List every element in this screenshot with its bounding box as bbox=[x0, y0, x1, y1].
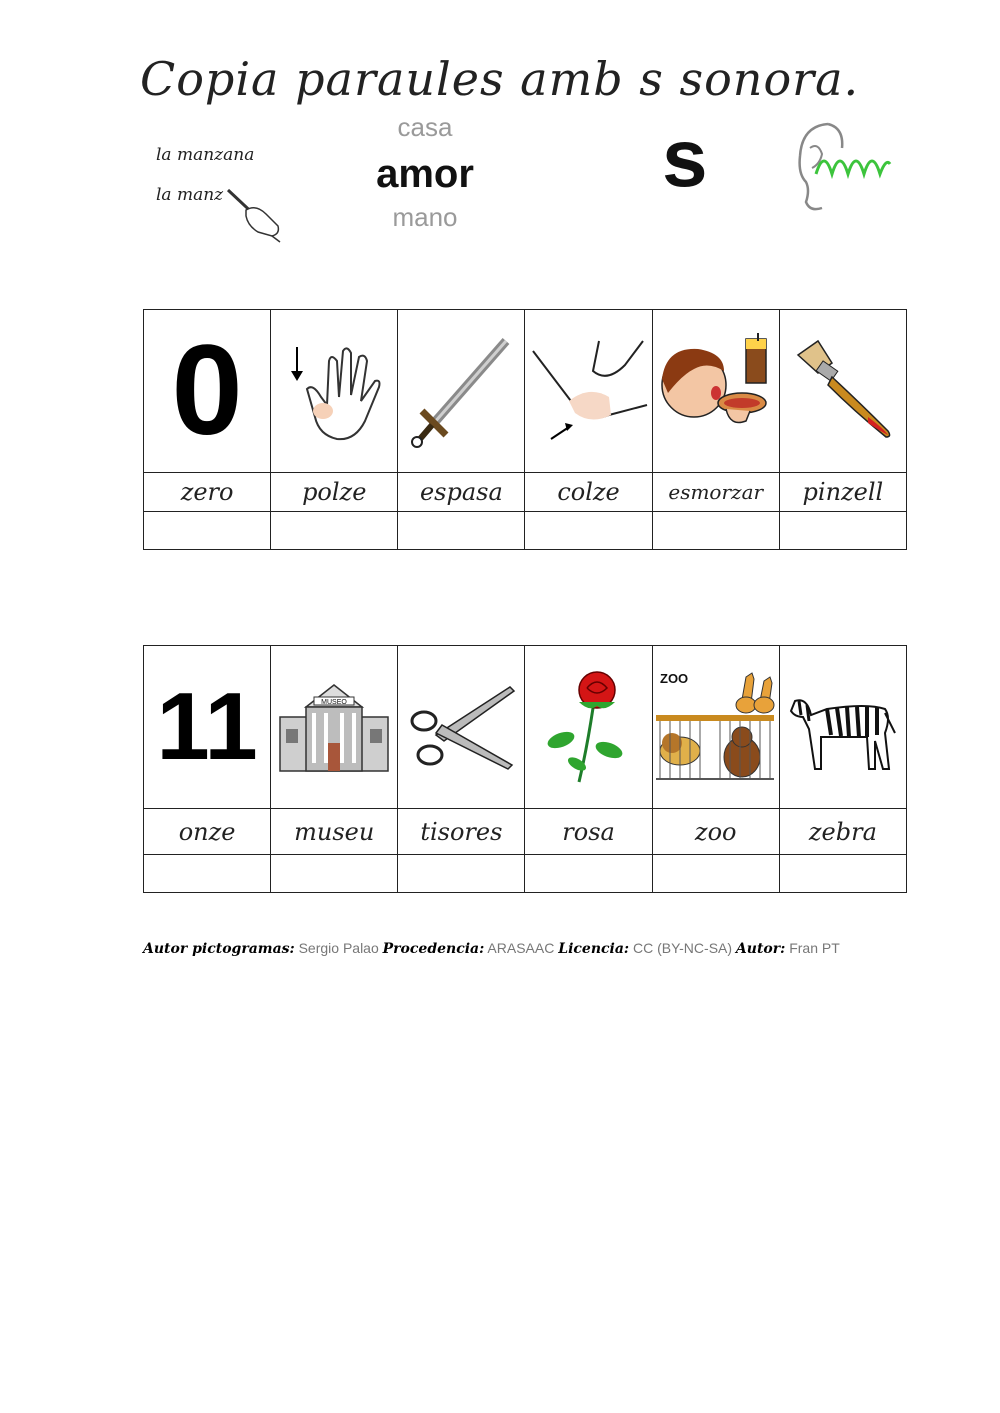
museum-sign-text: MUSEO bbox=[321, 699, 348, 706]
answer-cell[interactable] bbox=[398, 855, 525, 893]
example-model-word: la manzana bbox=[156, 145, 255, 165]
word-cell: museu bbox=[271, 809, 398, 855]
credit-value-author: Fran PT bbox=[789, 940, 840, 956]
credit-label-pictograms: Autor pictogramas: bbox=[143, 941, 295, 957]
picture-cell bbox=[525, 646, 652, 809]
writing-hand-icon bbox=[222, 182, 282, 244]
picture-cell bbox=[398, 310, 525, 473]
example-word-top: casa bbox=[397, 112, 453, 142]
credit-label-license: Licencia: bbox=[558, 941, 630, 957]
word-cell: pinzell bbox=[779, 473, 906, 512]
picture-cell bbox=[144, 646, 271, 809]
answer-cell[interactable] bbox=[144, 512, 271, 550]
paintbrush-icon bbox=[788, 331, 898, 451]
word-cell: colze bbox=[525, 473, 652, 512]
word-cell: esmorzar bbox=[652, 473, 779, 512]
word-cell: zebra bbox=[779, 809, 906, 855]
sword-icon bbox=[406, 331, 516, 451]
example-word-main: amor bbox=[376, 152, 474, 196]
rose-icon bbox=[539, 668, 639, 786]
answer-cell[interactable] bbox=[525, 512, 652, 550]
syllable-example bbox=[360, 112, 490, 233]
word-table-1 bbox=[143, 309, 907, 550]
page-title: Copia paraules amb s sonora. bbox=[140, 52, 860, 106]
answer-cell[interactable] bbox=[271, 512, 398, 550]
answer-cell[interactable] bbox=[779, 855, 906, 893]
zoo-sign-text: ZOO bbox=[659, 671, 688, 686]
answer-cell[interactable] bbox=[525, 855, 652, 893]
example-copy-word: la manz bbox=[156, 185, 224, 205]
word-cell: rosa bbox=[525, 809, 652, 855]
picture-cell bbox=[525, 310, 652, 473]
picture-cell bbox=[398, 646, 525, 809]
picture-cell bbox=[271, 310, 398, 473]
scissors-icon bbox=[406, 677, 516, 777]
word-cell: polze bbox=[271, 473, 398, 512]
word-cell: tisores bbox=[398, 809, 525, 855]
word-cell: zero bbox=[144, 473, 271, 512]
credit-label-source: Procedencia: bbox=[382, 941, 485, 957]
picture-cell bbox=[271, 646, 398, 809]
credit-value-source: ARASAAC bbox=[487, 940, 555, 956]
zero-number-icon: 0 bbox=[171, 319, 243, 462]
answer-cell[interactable] bbox=[652, 512, 779, 550]
zebra-icon bbox=[787, 677, 899, 777]
picture-cell bbox=[779, 310, 906, 473]
target-letter: s bbox=[662, 113, 708, 204]
zoo-icon bbox=[654, 667, 778, 787]
picture-cell bbox=[144, 310, 271, 473]
credits-footer bbox=[143, 940, 840, 957]
picture-cell bbox=[652, 310, 779, 473]
word-cell: espasa bbox=[398, 473, 525, 512]
breakfast-icon bbox=[654, 331, 778, 451]
answer-cell[interactable] bbox=[652, 855, 779, 893]
answer-cell[interactable] bbox=[779, 512, 906, 550]
answer-cell[interactable] bbox=[144, 855, 271, 893]
ear-sound-icon bbox=[788, 118, 898, 214]
hand-thumb-icon bbox=[279, 331, 389, 451]
eleven-number-icon: 11 bbox=[156, 673, 258, 780]
example-word-bottom: mano bbox=[392, 202, 458, 232]
museum-icon bbox=[276, 677, 392, 777]
elbow-icon bbox=[529, 331, 649, 451]
answer-cell[interactable] bbox=[271, 855, 398, 893]
word-cell: onze bbox=[144, 809, 271, 855]
word-cell: zoo bbox=[652, 809, 779, 855]
credit-value-pictograms: Sergio Palao bbox=[298, 940, 379, 956]
word-table-2 bbox=[143, 645, 907, 893]
answer-cell[interactable] bbox=[398, 512, 525, 550]
picture-cell bbox=[652, 646, 779, 809]
picture-cell bbox=[779, 646, 906, 809]
credit-value-license: CC (BY-NC-SA) bbox=[632, 940, 733, 956]
credit-label-author: Autor: bbox=[735, 941, 786, 957]
